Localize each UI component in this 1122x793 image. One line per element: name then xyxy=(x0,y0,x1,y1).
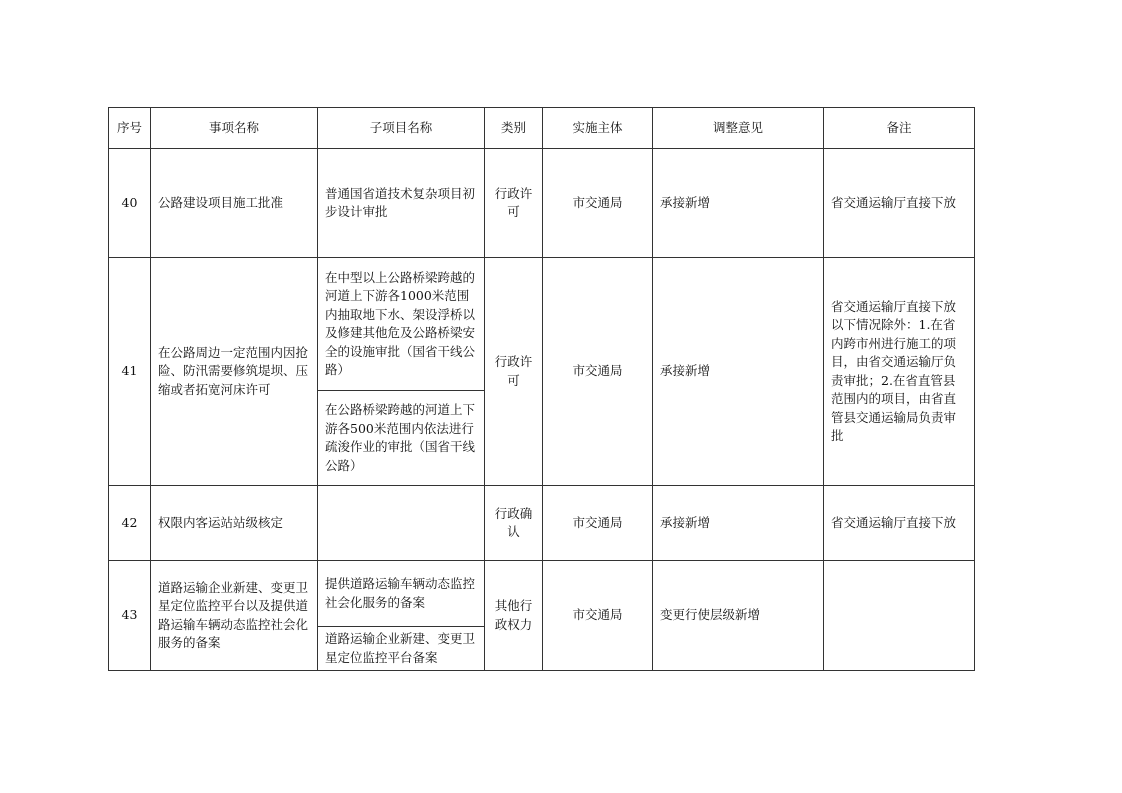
row-seq: 43 xyxy=(109,561,151,671)
subitem: 在公路桥梁跨越的河道上下游各500米范围内依法进行疏浚作业的审批（国省干线公路） xyxy=(318,390,484,485)
header-category: 类别 xyxy=(485,108,543,149)
row-subitems xyxy=(318,149,485,258)
row-category: 行政许可 xyxy=(485,149,543,258)
header-seq: 序号 xyxy=(109,108,151,149)
row-opinion: 承接新增 xyxy=(653,149,824,258)
header-entity: 实施主体 xyxy=(543,108,653,149)
row-category: 其他行政权力 xyxy=(485,561,543,671)
table-row xyxy=(109,486,975,561)
row-entity: 市交通局 xyxy=(543,149,653,258)
row-entity: 市交通局 xyxy=(543,258,653,486)
row-seq: 42 xyxy=(109,486,151,561)
header-subitem: 子项目名称 xyxy=(318,108,485,149)
subitem: 在中型以上公路桥梁跨越的河道上下游各1000米范围内抽取地下水、架设浮桥以及修建其他危及公路桥梁安全的设施审批（国省干线公路） xyxy=(325,269,476,377)
row-opinion: 承接新增 xyxy=(653,486,824,561)
row-item: 权限内客运站站级核定 xyxy=(151,486,318,561)
row-remark: 省交通运输厅直接下放以下情况除外：1.在省内跨市州进行施工的项目，由省交通运输厅负责审批；2.在省直管县范围内的项目，由省直管县交通运输局负责审批 xyxy=(824,258,975,486)
row-subitems xyxy=(318,561,485,671)
row-remark: 省交通运输厅直接下放 xyxy=(824,149,975,258)
row-opinion: 变更行使层级新增 xyxy=(653,561,824,671)
subitem: 普通国省道技术复杂项目初步设计审批 xyxy=(325,185,476,219)
row-remark xyxy=(824,561,975,671)
row-seq: 40 xyxy=(109,149,151,258)
header-opinion: 调整意见 xyxy=(653,108,824,149)
row-entity: 市交通局 xyxy=(543,561,653,671)
subitem: 提供道路运输车辆动态监控社会化服务的备案 xyxy=(325,576,476,610)
row-item: 道路运输企业新建、变更卫星定位监控平台以及提供道路运输车辆动态监控社会化服务的备案 xyxy=(151,561,318,671)
table-row xyxy=(109,258,975,486)
header-remark: 备注 xyxy=(824,108,975,149)
header-item: 事项名称 xyxy=(151,108,318,149)
row-subitems xyxy=(318,258,485,486)
adjustment-table xyxy=(108,107,975,671)
row-seq: 41 xyxy=(109,258,151,486)
row-opinion: 承接新增 xyxy=(653,258,824,486)
table-row xyxy=(109,149,975,258)
row-category: 行政许可 xyxy=(485,258,543,486)
row-remark: 省交通运输厅直接下放 xyxy=(824,486,975,561)
subitem: 道路运输企业新建、变更卫星定位监控平台备案 xyxy=(318,626,484,670)
table-row xyxy=(109,561,975,671)
row-subitems xyxy=(318,486,485,561)
header-row xyxy=(109,108,975,149)
subitem xyxy=(318,486,484,560)
row-entity: 市交通局 xyxy=(543,486,653,561)
row-item: 公路建设项目施工批准 xyxy=(151,149,318,258)
row-item: 在公路周边一定范围内因抢险、防汛需要修筑堤坝、压缩或者拓宽河床许可 xyxy=(151,258,318,486)
row-category: 行政确认 xyxy=(485,486,543,561)
